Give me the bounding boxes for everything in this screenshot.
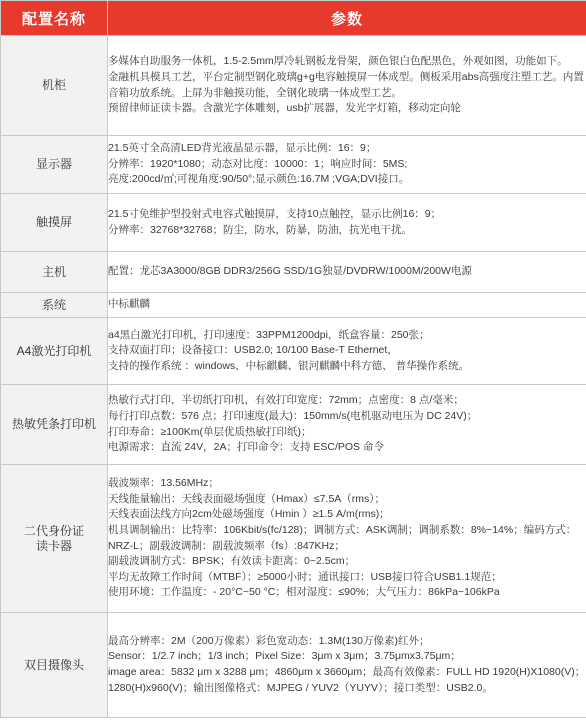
row-name-text: 系统: [41, 297, 66, 312]
value-line: a4黑白激光打印机，打印速度：33PPM1200dpi，纸盒容量：250张；: [108, 328, 430, 341]
row-name: [1, 136, 108, 194]
value-line: 21.5英寸全高清LED背光液晶显示器，显示比例：16：9；: [108, 142, 377, 155]
value-line: 分辨率：32768*32768；防尘，防水，防暴，防油，抗光电干扰。: [108, 223, 412, 236]
row-value: [108, 36, 586, 136]
value-line: Sensor：1/2.7 inch；1/3 inch；Pixel Size：3μm x 3μm；3.75μmx3.75μm；: [108, 650, 461, 663]
row-system: [1, 293, 586, 318]
row-name-text: 主机: [41, 264, 66, 279]
row-touchscreen: [1, 194, 586, 252]
row-name-text: 双目摄像头: [23, 657, 84, 672]
value-line: 使用环境：工作温度：- 20°C~50 °C；相对湿度：≤90%；大气压力：86kPa~106kPa: [108, 586, 500, 599]
value-line: 支持的操作系统 ：windows、中标麒麟、银河麒麟中科方德、 普华操作系统。: [108, 359, 470, 372]
header-parameters: 参数: [108, 1, 586, 36]
row-name: [1, 613, 108, 718]
row-cabinet: [1, 36, 586, 136]
value-line: 平均无故障工作时间（MTBF）：≥5000小时；通讯接口：USB接口符合USB1.1规范；: [108, 570, 502, 583]
value-line: 机具调制输出：比特率：106Kbit/s(fc/128)；调制方式：ASK调制；调制系数：8%~14%；编码方式：NRZ-L；副载波调制：副载波频率（fs）:847KHz；: [108, 523, 577, 552]
value-line: 天线能量输出：天线表面磁场强度（Hmax）≤7.5A（rms）；: [108, 492, 386, 505]
row-a4-laser-printer: [1, 318, 586, 385]
value-line: 分辨率：1920*1080；动态对比度：10000：1；响应时间：5MS;: [108, 157, 408, 170]
value-line: 打印寿命：≥100Km(单层优质热敏打印纸)；: [108, 425, 312, 438]
value-line: 天线表面法线方向2cm处磁场强度（Hmin ）≥1.5 A/m(rms)；: [108, 508, 390, 521]
row-display: [1, 136, 586, 194]
row-value: [108, 293, 586, 318]
row-value: [108, 385, 586, 465]
value-line: 中标麒麟: [108, 298, 150, 311]
value-line: 副载波调制方式：BPSK；有效读卡距离：0~2.5cm；: [108, 555, 356, 568]
row-value: [108, 194, 586, 252]
row-thermal-receipt-printer: [1, 385, 586, 465]
row-name: [1, 465, 108, 613]
row-value: [108, 318, 586, 385]
row-name-text: 机柜: [41, 78, 66, 92]
value-line: 最高分辨率：2M（200万像素）彩色宽动态：1.3M(130万像素)红外；: [108, 634, 430, 647]
row-name: [1, 293, 108, 318]
row-name-text: 二代身份证: [23, 523, 84, 538]
row-name-text: 热敏凭条打印机: [11, 417, 96, 431]
value-line: 预留律师证读卡器。含激光字体雕刻，usb扩展器，发光字灯箱，移动定向轮: [108, 102, 461, 115]
row-name: [1, 194, 108, 252]
row-host: [1, 252, 586, 293]
value-line: 每行打印点数：576 点；打印速度(最大)：150mm/s(电机驱动电压为 DC 24V)；: [108, 409, 478, 422]
value-line: 支持双面打印；设备接口：USB2.0; 10/100 Base-T Ethernet，: [108, 344, 398, 357]
value-line: 多媒体自助服务一体机，1.5-2.5mm厚冷轧钢板龙骨架，颜色银白色配黑色，外观如图，功能如下。: [108, 55, 568, 68]
value-line: 亮度:200cd/㎡;可视角度:90/50°;显示颜色:16.7M ;VGA;DVI接口。: [108, 173, 410, 186]
row-id-card-reader: [1, 465, 586, 613]
row-value: [108, 136, 586, 194]
value-line: 1280(H)x960(V)；输出图像格式：MJPEG / YUV2（YUYV）；接口类型：USB2.0。: [108, 681, 493, 694]
value-line: 配置：龙芯3A3000/8GB DDR3/256G SSD/1G独显/DVDRW/1000M/200W电源: [108, 265, 472, 278]
row-binocular-camera: [1, 613, 586, 718]
row-value: [108, 613, 586, 718]
row-value: [108, 252, 586, 293]
header-config-name: 配置名称: [1, 1, 108, 36]
row-name: [1, 385, 108, 465]
row-name-text: 触摸屏: [35, 215, 72, 229]
value-line: image area：5832 μm x 3288 μm；4860μm x 3660μm；最高有效像素：FULL HD 1920(H)X1080(V)；: [108, 666, 586, 678]
row-name-text: A4激光打印机: [16, 343, 92, 358]
value-line: 21.5寸免维护型投射式电容式触摸屏，支持10点触控，显示比例16：9；: [108, 207, 442, 220]
value-line: 热敏行式打印，半切纸打印机，有效打印宽度：72mm；点密度：8 点/毫米；: [108, 394, 464, 407]
value-line: 载波频率：13.56MHz；: [108, 477, 219, 490]
value-line: 电源需求：直流 24V，2A；打印命令：支持 ESC/POS 命令: [108, 441, 384, 454]
row-name-text: 读卡器: [35, 538, 72, 553]
row-name: [1, 318, 108, 385]
row-name: [1, 36, 108, 136]
value-line: 金融机具模具工艺，平台定制型钢化玻璃g+g电容触摸屏一体成型。侧板采用abs高强度注塑工艺。内置音箱功放系统。上屏为非触摸功能，全钢化玻璃一体成型工艺。: [108, 70, 584, 99]
row-name-text: 显示器: [35, 157, 72, 171]
header-row: [1, 1, 586, 36]
row-name: [1, 252, 108, 293]
row-value: [108, 465, 586, 613]
